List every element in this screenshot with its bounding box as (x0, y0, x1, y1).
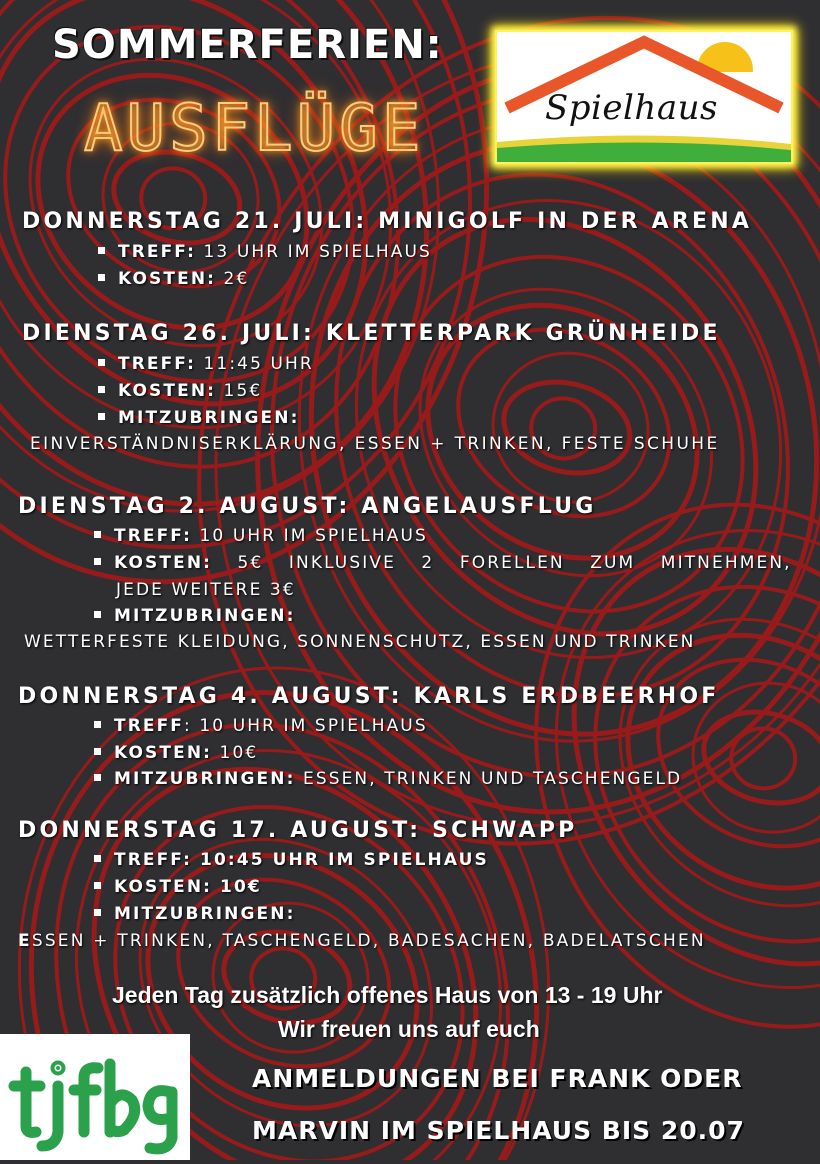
spielhaus-logo (495, 30, 793, 164)
event-2-title: DIENSTAG 26. JULI: KLETTERPARK GRÜNHEIDE (22, 321, 721, 346)
event-2-mitbringen-value: EINVERSTÄNDNISERKLÄRUNG, ESSEN + TRINKEN, FESTE SCHUHE (30, 434, 720, 454)
neon-subtitle: AUSFLÜGE (84, 92, 425, 166)
greeting: Wir freuen uns auf euch (278, 1016, 540, 1042)
event-4-mitbringen: MITZUBRINGEN: ESSEN, TRINKEN UND TASCHENGELD (94, 769, 682, 789)
logo-text: Spielhaus (545, 88, 718, 128)
event-1-kosten: KOSTEN: 2€ (98, 269, 249, 289)
event-2-mitbringen: MITZUBRINGEN: (98, 408, 299, 428)
tjfbg-logo-icon (0, 1034, 190, 1160)
event-5-mitbringen-value: ESSEN + TRINKEN, TASCHENGELD, BADESACHEN, BADELATSCHEN (18, 931, 706, 951)
event-3-mitbringen: MITZUBRINGEN: (94, 606, 295, 626)
event-3-kosten: KOSTEN: 5€ INKLUSIVE 2 FORELLEN ZUM MITNEHMEN, (94, 553, 792, 573)
event-2-treff: TREFF: 11:45 UHR (98, 354, 314, 374)
event-3-treff: TREFF: 10 UHR IM SPIELHAUS (94, 526, 428, 546)
event-1-treff: TREFF: 13 UHR IM SPIELHAUS (98, 242, 432, 262)
event-5-mitbringen: MITZUBRINGEN: (94, 904, 295, 924)
event-5-title: DONNERSTAG 17. AUGUST: SCHWAPP (18, 818, 578, 843)
registration-line-1: ANMELDUNGEN BEI FRANK ODER (252, 1064, 743, 1093)
event-5-kosten: KOSTEN: 10€ (94, 877, 262, 897)
event-4-title: DONNERSTAG 4. AUGUST: KARLS ERDBEERHOF (18, 684, 720, 709)
event-4-kosten: KOSTEN: 10€ (94, 743, 258, 763)
registration-line-2: MARVIN IM SPIELHAUS BIS 20.07 (252, 1116, 745, 1145)
tjfbg-logo (0, 1034, 190, 1160)
event-3-mitbringen-value: WETTERFESTE KLEIDUNG, SONNENSCHUTZ, ESSEN UND TRINKEN (24, 632, 696, 652)
event-4-treff: TREFF: 10 UHR IM SPIELHAUS (94, 716, 428, 736)
headline: SOMMERFERIEN: (52, 22, 443, 68)
event-1-title: DONNERSTAG 21. JULI: MINIGOLF IN DER ARENA (22, 209, 753, 234)
event-5-treff: TREFF: 10:45 UHR IM SPIELHAUS (94, 850, 489, 870)
open-house-note: Jeden Tag zusätzlich offenes Haus von 13 - 19 Uhr (112, 982, 663, 1008)
event-3-title: DIENSTAG 2. AUGUST: ANGELAUSFLUG (18, 494, 597, 519)
event-3-kosten-cont: JEDE WEITERE 3€ (116, 580, 296, 600)
event-2-kosten: KOSTEN: 15€ (98, 381, 262, 401)
